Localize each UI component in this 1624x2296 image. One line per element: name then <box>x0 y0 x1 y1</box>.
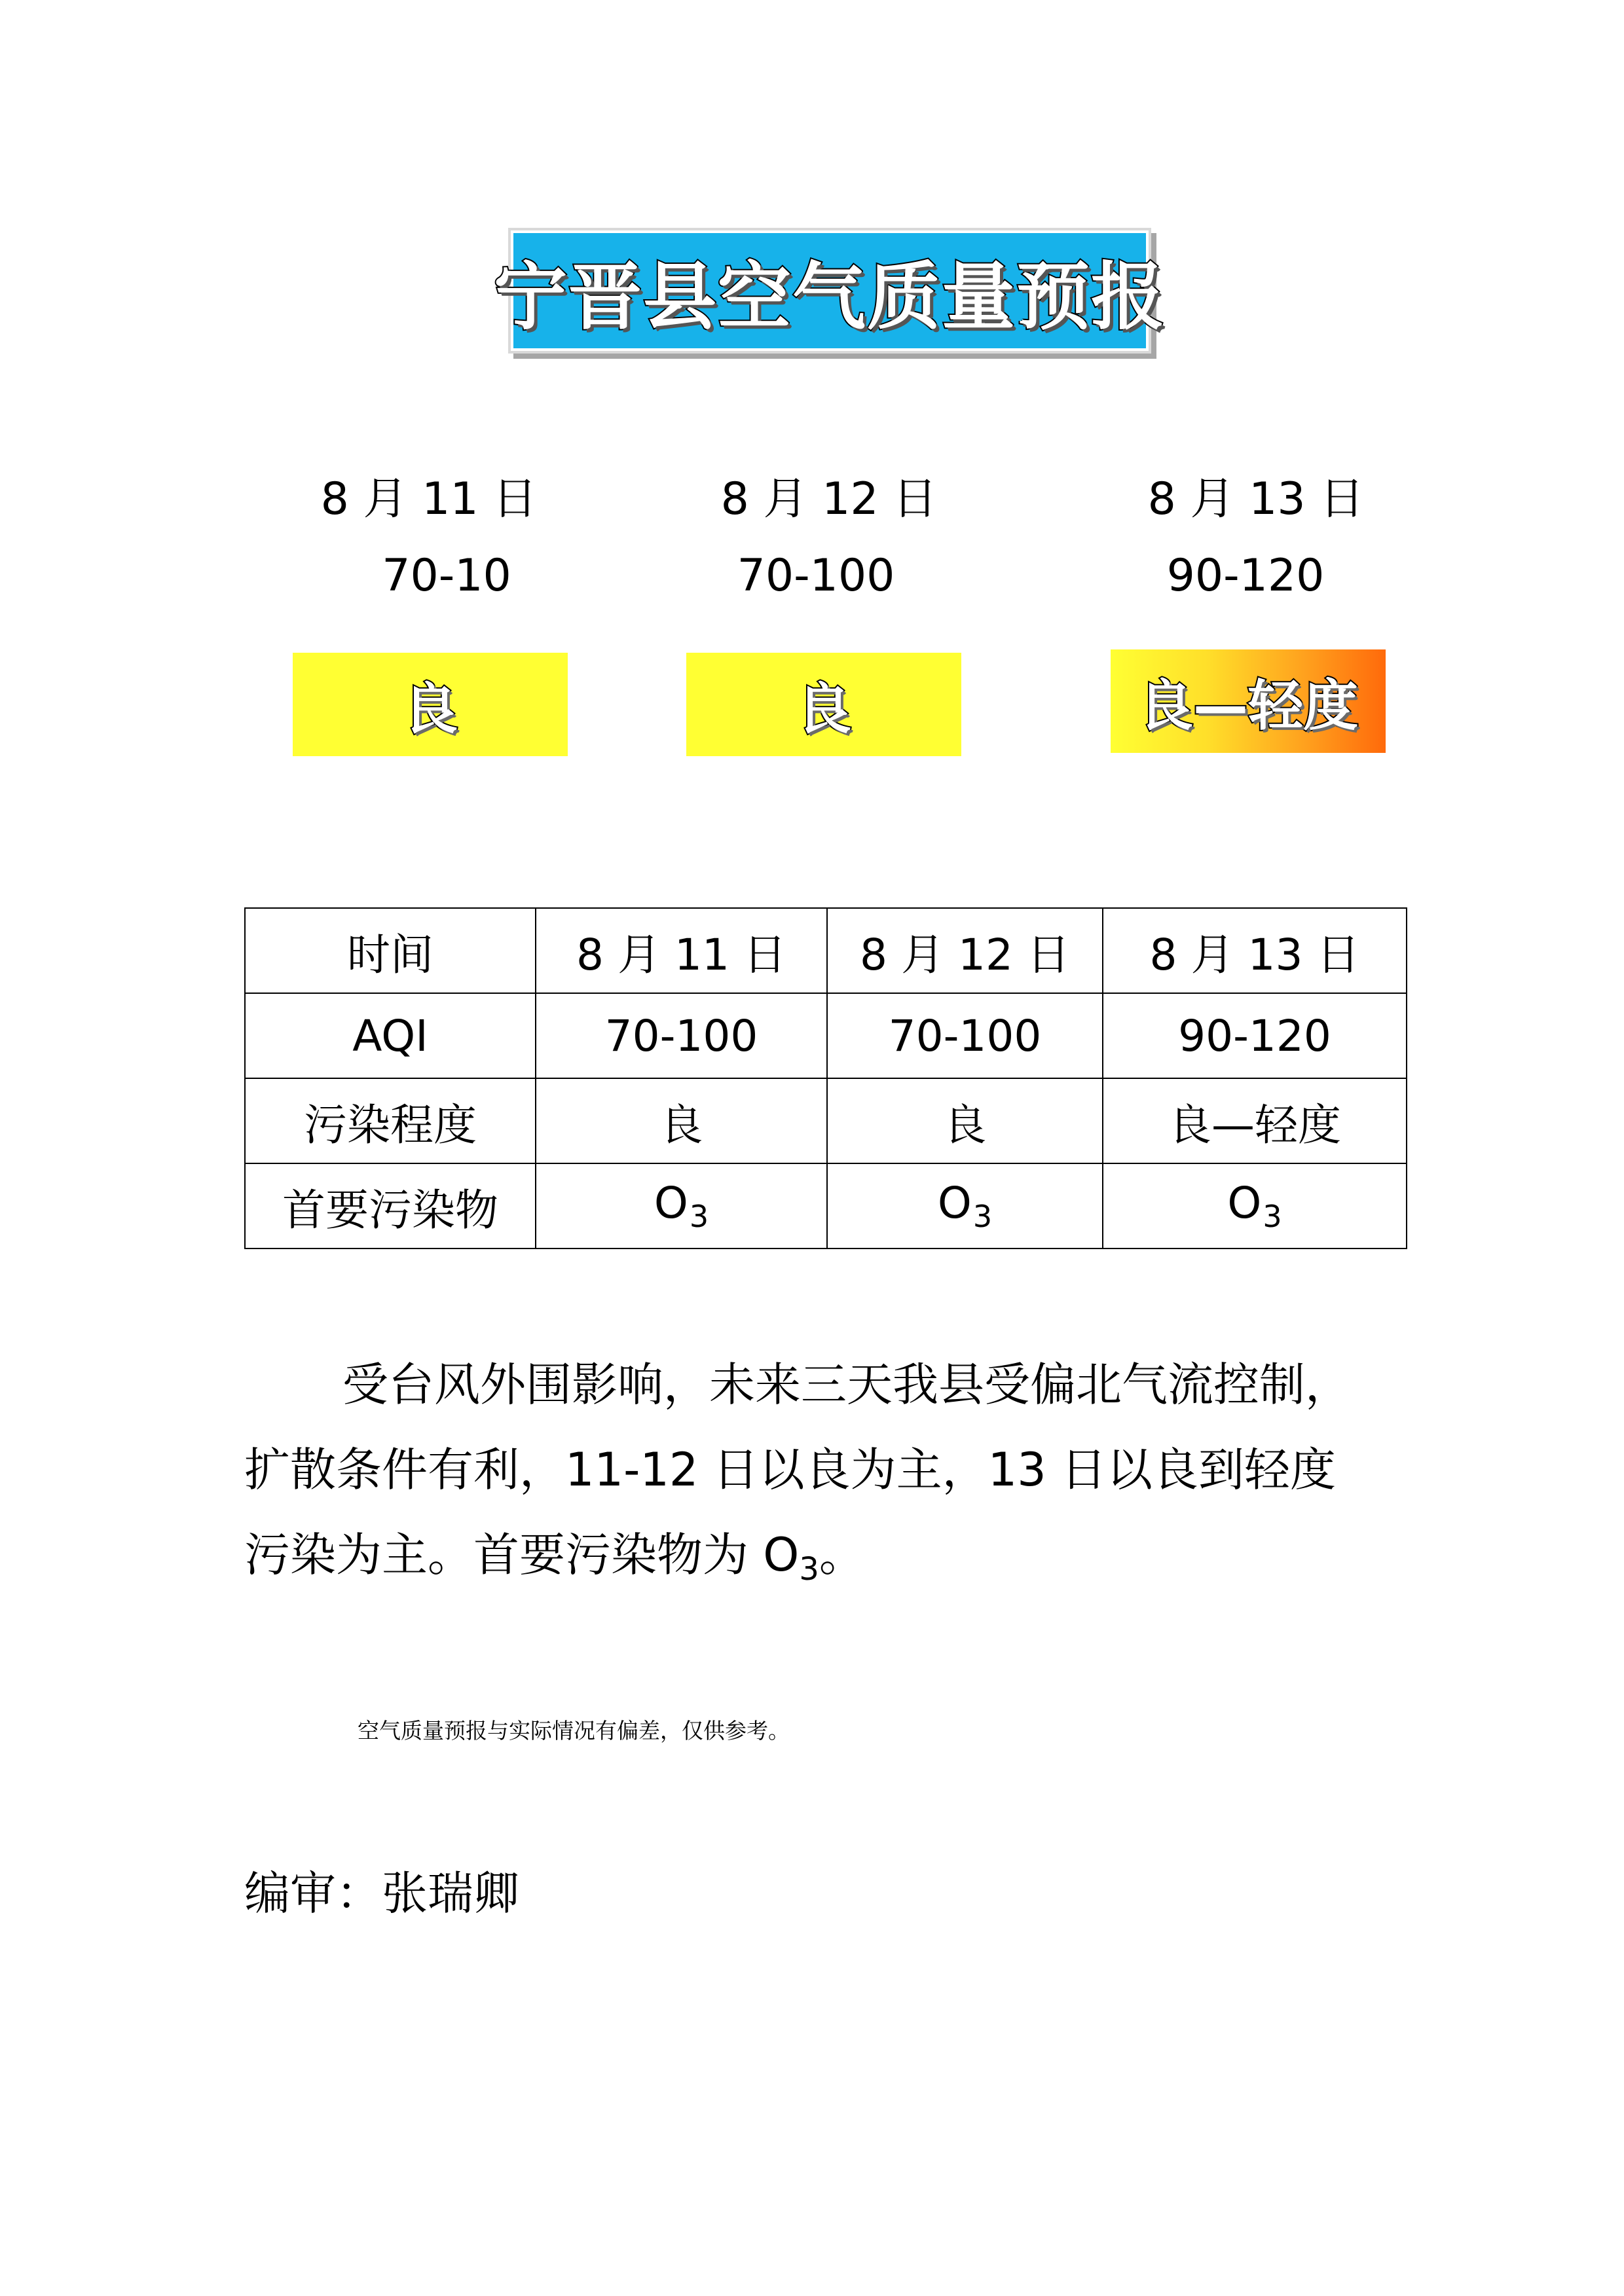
paragraph-line-2: 扩散条件有利，11-12 日以良为主，13 日以良到轻度 <box>244 1443 1336 1497</box>
paragraph-line-3 <box>244 1512 1371 1612</box>
day-2-level: 良 <box>796 676 851 741</box>
pollutant-subscript: 3 <box>1263 1199 1282 1234</box>
paragraph-subscript: 3 <box>799 1551 819 1588</box>
table-cell: 70-100 <box>536 993 827 1078</box>
paragraph-line-3-end: 。 <box>819 1528 865 1582</box>
table-cell: 良 <box>536 1078 827 1163</box>
table-header-cell: 8 月 11 日 <box>536 908 827 993</box>
day-1-date: 8 月 11 日 <box>320 473 538 525</box>
forecast-description <box>244 1342 1371 1612</box>
title-banner <box>494 230 1166 351</box>
table-header-cell: 8 月 13 日 <box>1103 908 1407 993</box>
paragraph-line-3-text: 污染为主。首要污染物为 O <box>244 1528 800 1582</box>
day-3-date: 8 月 13 日 <box>1147 473 1365 525</box>
table-row-label: 首要污染物 <box>245 1163 536 1248</box>
table-cell <box>1103 1163 1407 1248</box>
table-header-cell: 时间 <box>245 908 536 993</box>
table-cell: 90-120 <box>1103 993 1407 1078</box>
table-cell: 良—轻度 <box>1103 1078 1407 1163</box>
table-row <box>245 1078 1407 1163</box>
table-row <box>245 993 1407 1078</box>
paragraph-line-1: 受台风外围影响，未来三天我县受偏北气流控制， <box>342 1358 1351 1412</box>
pollutant-subscript: 3 <box>689 1199 709 1234</box>
day-2-level-badge <box>686 653 961 756</box>
table-cell <box>827 1163 1103 1248</box>
table-cell: 70-100 <box>827 993 1103 1078</box>
page-title: 宁晋县空气质量预报 <box>494 254 1166 340</box>
forecast-table <box>244 907 1407 1249</box>
pollutant-subscript: 3 <box>972 1199 993 1234</box>
day-2-range: 70-100 <box>737 550 895 602</box>
editor-credit: 编审：张瑞卿 <box>244 1867 519 1920</box>
disclaimer-note: 空气质量预报与实际情况有偏差，仅供参考。 <box>358 1718 790 1743</box>
pollutant-symbol: O <box>937 1178 972 1228</box>
day-1-level-badge <box>293 653 568 756</box>
table-row-label: AQI <box>245 993 536 1078</box>
table-row <box>245 1163 1407 1248</box>
day-3-level: 良—轻度 <box>1137 673 1358 738</box>
day-1-range: 70-10 <box>382 550 511 602</box>
day-3-range: 90-120 <box>1166 550 1325 602</box>
day-3-level-badge <box>1111 649 1386 753</box>
table-header-cell: 8 月 12 日 <box>827 908 1103 993</box>
day-2-date: 8 月 12 日 <box>720 473 938 525</box>
table-header-row <box>245 908 1407 993</box>
pollutant-symbol: O <box>1227 1178 1262 1228</box>
table-row-label: 污染程度 <box>245 1078 536 1163</box>
day-1-level: 良 <box>402 676 458 741</box>
table-cell <box>536 1163 827 1248</box>
table-cell: 良 <box>827 1078 1103 1163</box>
pollutant-symbol: O <box>654 1178 688 1228</box>
